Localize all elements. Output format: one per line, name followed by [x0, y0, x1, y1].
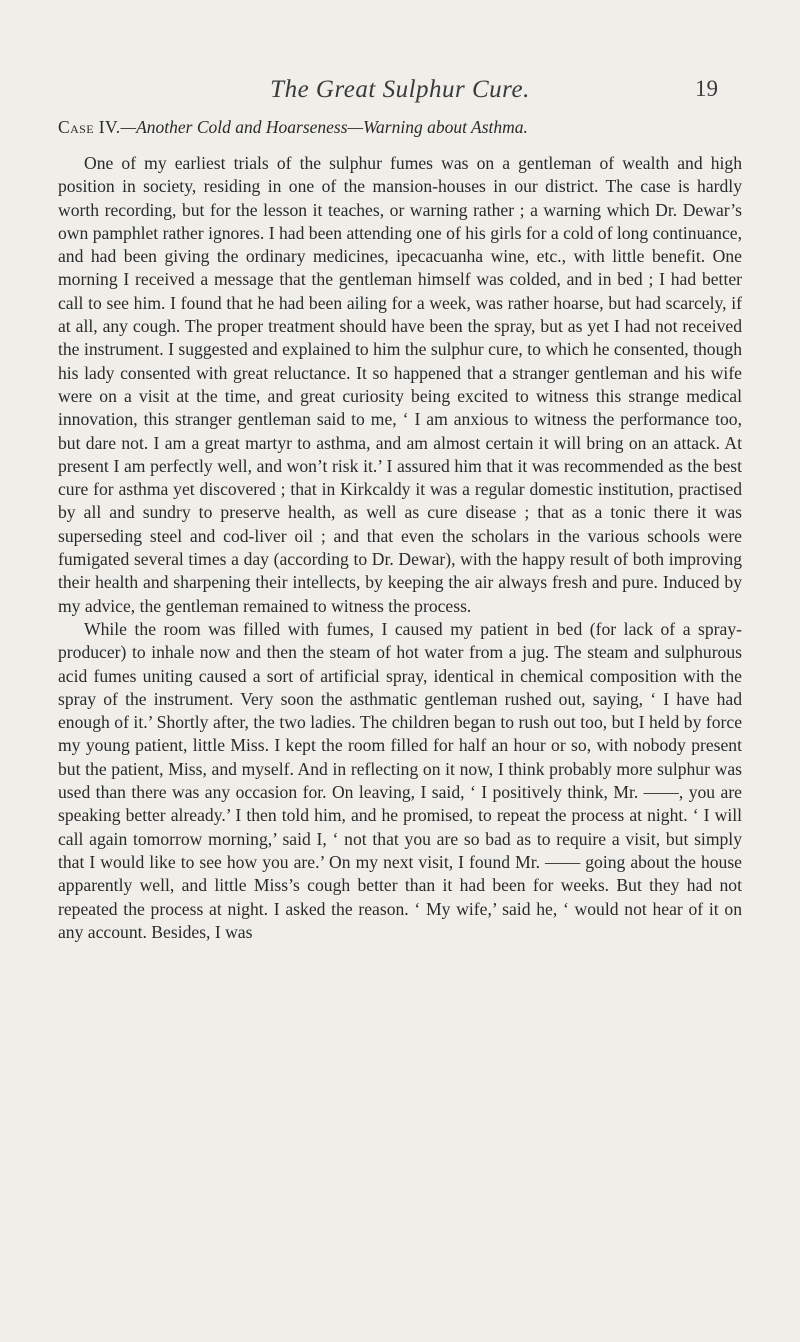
page-number: 19: [695, 76, 718, 101]
running-head: [0, 76, 800, 106]
paragraph: While the room was filled with fumes, I caused my patient in bed (for lack of a spray-producer) to inhale now and then the steam of hot water from a jug. The steam and sulphurous acid fumes uniting caused a sort of artificial spray, identical in chemical composition with the spray of the instrument. Very soon the asthmatic gentleman rushed out, saying, ‘ I have had enough of it.’ Shortly after, the two ladies. The children began to rush out too, but I held by force my young patient, little Miss. I kept the room filled for half an hour or so, with nobody present but the patient, Miss, and myself. And in reflecting on it now, I think probably more sulphur was used than there was any occasion for. On leaving, I said, ‘ I positively think, Mr. ——, you are speaking better already.’ I then told him, and he promised, to repeat the process at night. ‘ I will call again tomorrow morning,’ said I, ‘ not that you are so bad as to require a visit, but simply that I would like to see how you are.’ On my next visit, I found Mr. —— going about the house apparently well, and little Miss’s cough better than it had been for weeks. But they had not repeated the process at night. I asked the reason. ‘ My wife,’ said he, ‘ would not hear of it on any account. Besides, I was: [58, 618, 742, 942]
running-title: The Great Sulphur Cure.: [270, 76, 530, 103]
paragraph: One of my earliest trials of the sulphur fumes was on a gentleman of wealth and high position in society, residing in one of the mansion-houses in our district. The case is hardly worth recording, but for the lesson it teaches, or warning rather ; a warning which Dr. Dewar’s own pamphlet rather ignores. I had been attending one of his girls for a cold of long continuance, and had been giving the ordinary medicines, ipecacuanha wine, etc., with little benefit. One morning I received a message that the gentleman himself was colded, and in bed ; I had better call to see him. I found that he had been ailing for a week, was rather hoarse, but had scarcely, if at all, any cough. The proper treatment should have been the spray, but as yet I had not received the instrument. I suggested and explained to him the sulphur cure, to which he consented, though his lady consented with great reluctance. It so happened that a stranger gentleman and his wife were on a visit at the time, and great curiosity being excited to witness this strange medical innovation, this stranger gentleman said to me, ‘ I am anxious to witness the performance too, but dare not. I am a great martyr to asthma, and am almost certain it will bring on an attack. At present I am perfectly well, and won’t risk it.’ I assured him that it was recommended as the best cure for asthma yet discovered ; that in Kirkcaldy it was a regular domestic institution, practised by all and sundry to preserve health, as well as cure disease ; that as a tonic there it was superseding steel and cod-liver oil ; and that even the scholars in the various schools were fumigated several times a day (according to Dr. Dewar), with the happy result of both improving their health and sharpening their intellects, by keeping the air always fresh and pure. Induced by my advice, the gentleman remained to witness the process.: [58, 153, 742, 616]
case-heading: [58, 114, 742, 140]
case-title: —Another Cold and Hoarseness—Warning about Asthma.: [120, 117, 528, 137]
body-text: [58, 152, 742, 944]
case-label: Case IV.: [58, 117, 121, 137]
